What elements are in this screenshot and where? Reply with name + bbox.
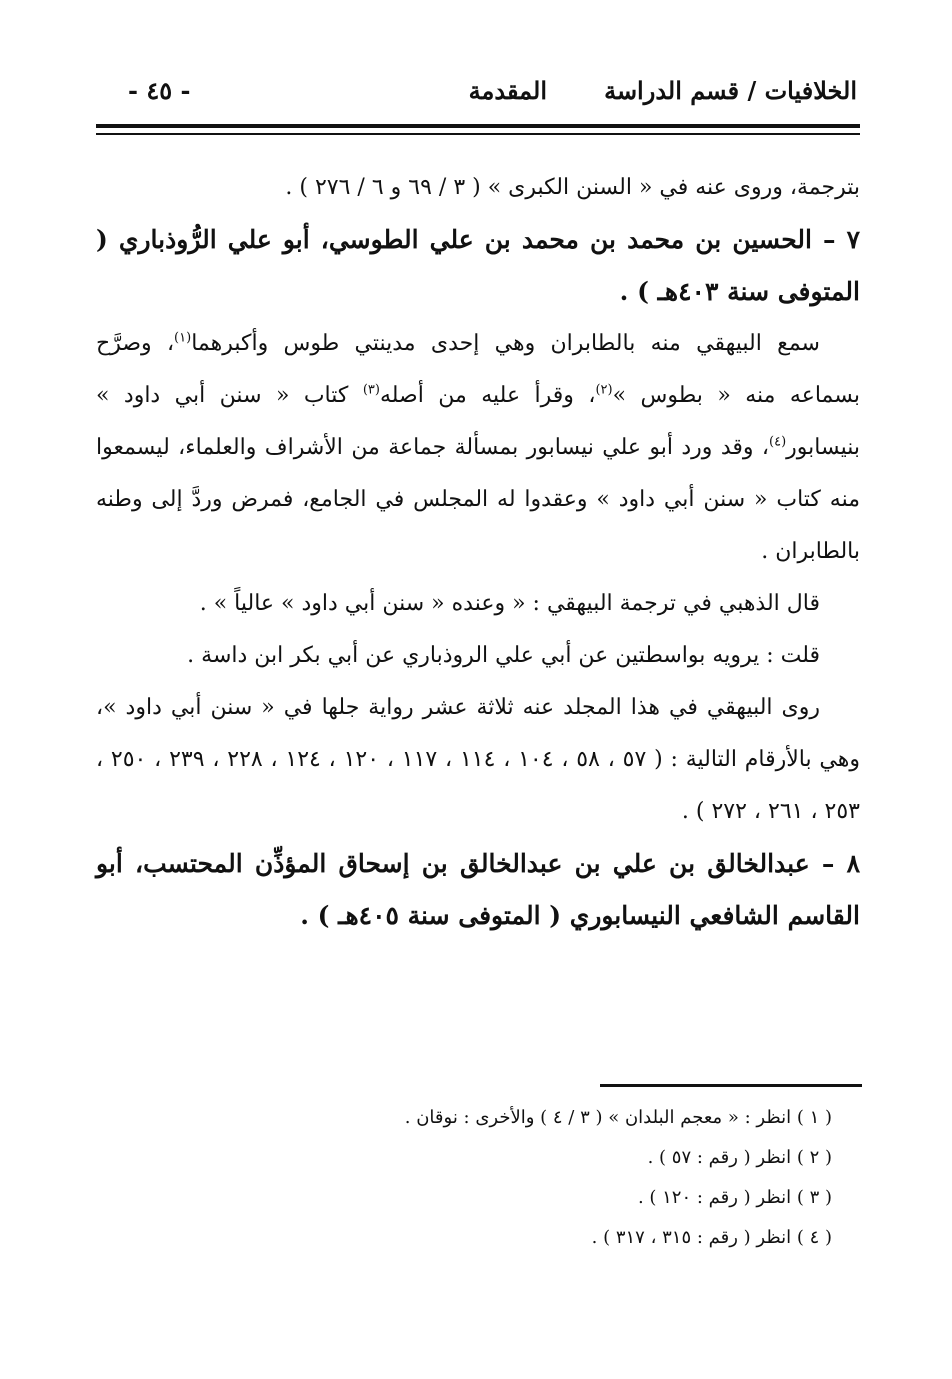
- footnote-2: ( ٢ ) انظر ( رقم : ٥٧ ) .: [647, 1147, 832, 1168]
- main-text: [96, 162, 860, 942]
- footnote-ref-4[interactable]: (٤): [769, 434, 787, 450]
- footnotes: [96, 1098, 832, 1258]
- footnote-4: ( ٤ ) انظر ( رقم : ٣١٥ ، ٣١٧ ) .: [591, 1227, 832, 1248]
- intro-paragraph: بترجمة، وروى عنه في « السنن الكبرى » ( ٣ / ٦٩ و ٦ / ٢٧٦ ) .: [285, 175, 860, 200]
- entry-7-paragraph-1: سمع البيهقي منه بالطابران وهي إحدى مدينتي طوس وأكبرهما$^{(١)}$، وصرَّح بسماعه منه « بطوس »$^{(٢)}$، وقرأ عليه من أصله$^{(٣)}$ كتاب « سنن أبي داود » بنيسابور$^{(٤)}$، وقد ورد أبو علي نيسابور بمسألة جماعة من الأشراف والعلماء، ليسمعوا منه كتاب « سنن أبي داود » وعقدوا له المجلس في الجامع، فمرض وردَّ إلى وطنه بالطابران .: [96, 330, 860, 564]
- footnote-ref-1[interactable]: (١): [174, 330, 192, 346]
- header-title: الخلافيات / قسم الدراسة: [604, 76, 857, 105]
- footnote-ref-2[interactable]: (٢): [595, 382, 613, 398]
- footnote-1: ( ١ ) انظر : « معجم البلدان » ( ٣ / ٤ ) والأخرى : نوقان .: [404, 1107, 832, 1128]
- page-number: - ٤٥ -: [128, 76, 191, 105]
- entry-7-heading: ٧ – الحسين بن محمد بن محمد بن علي الطوسي، أبو علي الرُّوذباري ( المتوفى سنة ٤٠٣هـ ) .: [96, 225, 860, 306]
- footnote-ref-3[interactable]: (٣): [362, 382, 380, 398]
- running-header: [100, 72, 857, 122]
- header-rule-thin: [96, 133, 860, 135]
- header-section: المقدمة: [468, 76, 547, 105]
- footnote-3: ( ٣ ) انظر ( رقم : ١٢٠ ) .: [637, 1187, 832, 1208]
- entry-7-paragraph-4: روى البيهقي في هذا المجلد عنه ثلاثة عشر رواية جلها في « سنن أبي داود »، وهي بالأرقام التالية : ( ٥٧ ، ٥٨ ، ١٠٤ ، ١١٤ ، ١١٧ ، ١٢٠ ، ١٢٤ ، ٢٢٨ ، ٢٣٩ ، ٢٥٠ ، ٢٥٣ ، ٢٦١ ، ٢٧٢ ) .: [96, 695, 860, 824]
- entry-8-heading: ٨ – عبدالخالق بن علي بن عبدالخالق بن إسحاق المؤذِّن المحتسب، أبو القاسم الشافعي النيسابوري ( المتوفى سنة ٤٠٥هـ ) .: [96, 849, 860, 930]
- entry-7-paragraph-3: قلت : يرويه بواسطتين عن أبي علي الروذباري عن أبي بكر ابن داسة .: [187, 643, 820, 668]
- footnote-separator: [600, 1084, 862, 1087]
- header-rule-thick: [96, 124, 860, 128]
- entry-7-paragraph-2: قال الذهبي في ترجمة البيهقي : « وعنده « سنن أبي داود » عالياً » .: [199, 591, 820, 616]
